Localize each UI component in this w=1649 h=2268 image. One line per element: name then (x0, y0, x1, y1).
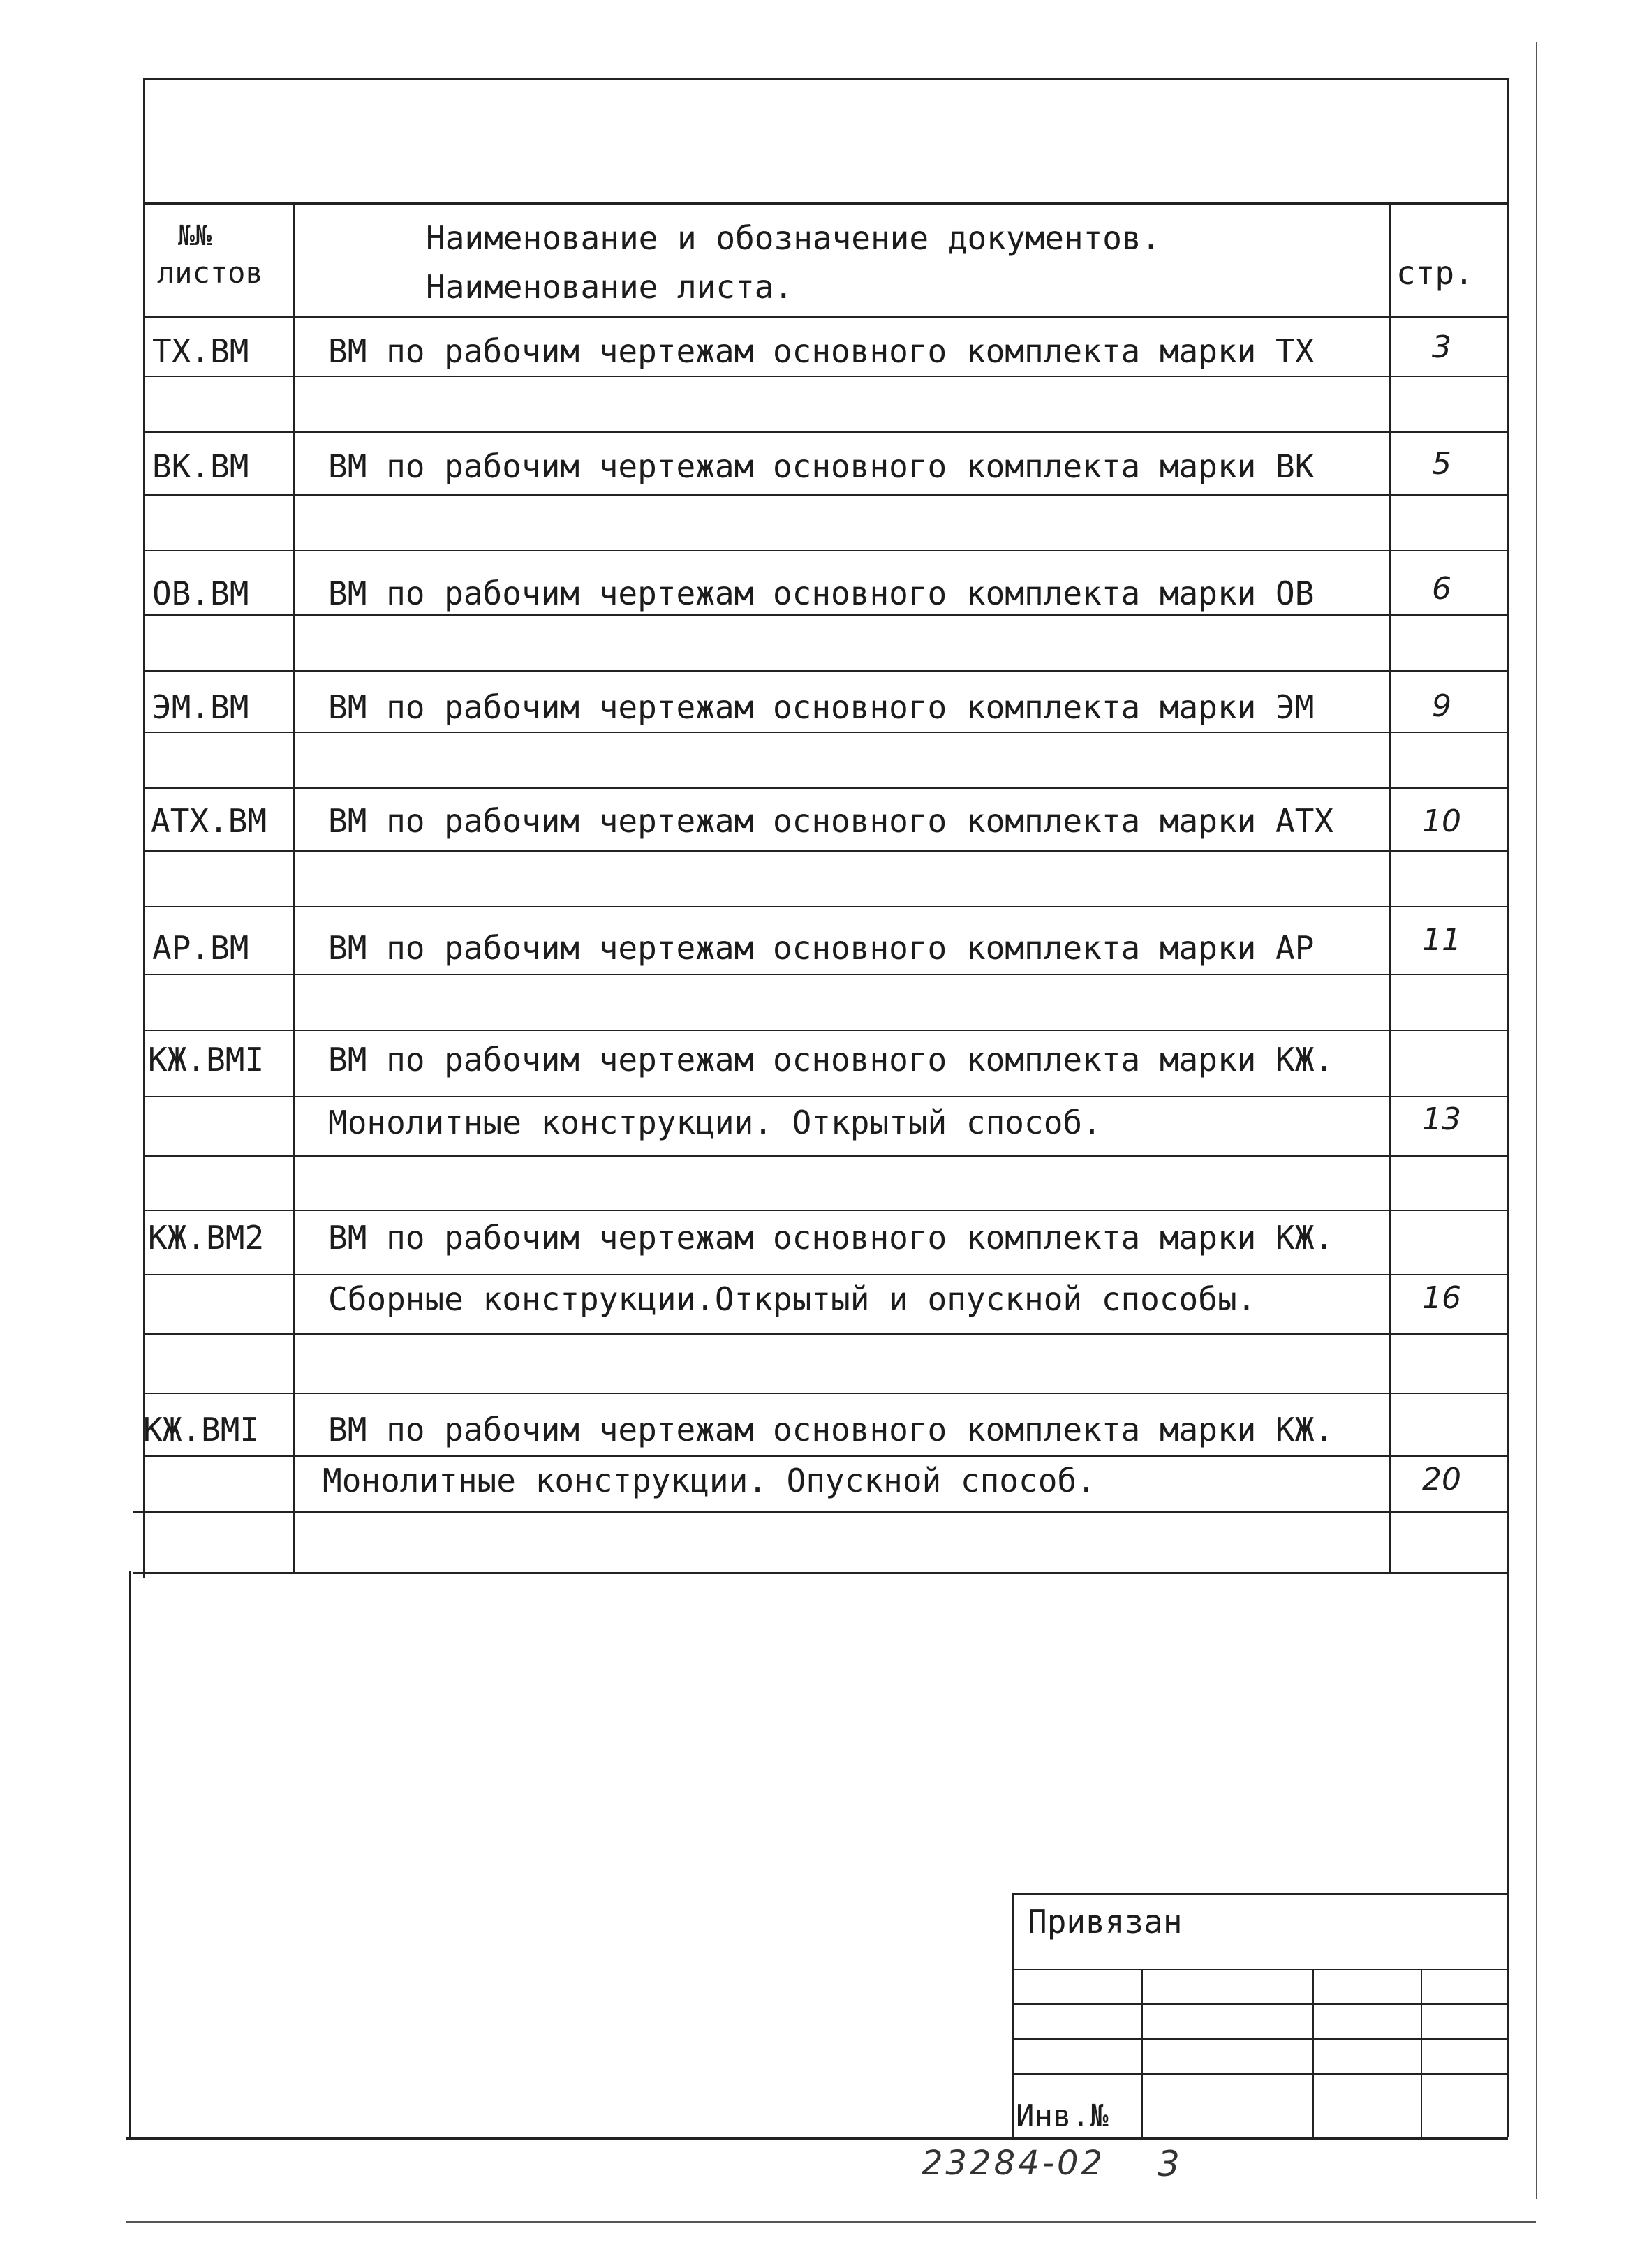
row-code: ОВ.ВМ (152, 575, 249, 612)
row-page: 3 (1432, 329, 1451, 365)
row-line (143, 494, 1508, 496)
row-code: КЖ.ВМI (143, 1411, 260, 1448)
row-line (143, 670, 1508, 672)
table-top-line (143, 202, 1508, 205)
frame-left-border-lower (129, 1571, 131, 2140)
header-name-line2: Наименование листа. (426, 268, 794, 306)
stamp-title: Привязан (1028, 1903, 1183, 1941)
row-line (143, 1096, 1508, 1097)
row-page: 13 (1422, 1102, 1461, 1137)
row-line (143, 974, 1508, 975)
row-line (143, 1333, 1508, 1335)
stamp-grid-line (1012, 2003, 1508, 2005)
row-line (143, 1274, 1508, 1275)
row-subtitle: Сборные конструкции.Открытый и опускной способы. (328, 1280, 1257, 1318)
row-code: ТХ.ВМ (152, 332, 249, 370)
table-col-divider-2 (1389, 202, 1391, 1574)
row-line (143, 1455, 1508, 1457)
row-title: ВМ по рабочим чертежам основного комплекта марки КЖ. (328, 1411, 1334, 1448)
header-page-label: стр. (1396, 254, 1474, 292)
sheet-number: 3 (1158, 2144, 1180, 2184)
frame-top-border (143, 78, 1509, 80)
row-page: 20 (1422, 1462, 1461, 1497)
row-line (143, 906, 1508, 907)
row-page: 11 (1422, 922, 1461, 958)
row-code: КЖ.ВМI (148, 1041, 265, 1079)
table-bottom-line (133, 1572, 1508, 1574)
stamp-top-line (1012, 1893, 1508, 1895)
row-title: ВМ по рабочим чертежам основного комплекта марки АТХ (328, 802, 1334, 840)
row-subtitle: Монолитные конструкции. Открытый способ. (328, 1104, 1102, 1141)
page-edge-line (1536, 42, 1537, 2199)
row-line (143, 550, 1508, 551)
row-title: ВМ по рабочим чертежам основного комплекта марки ЭМ (328, 688, 1315, 726)
stamp-grid-line (1012, 2038, 1508, 2040)
stamp-grid-line (1012, 1969, 1508, 1970)
row-line (143, 431, 1508, 433)
row-code: КЖ.ВМ2 (148, 1219, 265, 1257)
row-line (143, 1393, 1508, 1394)
stamp-grid-col (1141, 1969, 1143, 2137)
page-bottom-rule (126, 2221, 1536, 2223)
row-title: ВМ по рабочим чертежам основного комплекта марки КЖ. (328, 1219, 1334, 1257)
header-name-line1: Наименование и обозначение документов. (426, 219, 1161, 257)
row-title: ВМ по рабочим чертежам основного комплекта марки ТХ (328, 332, 1315, 370)
document-number: 23284-02 (922, 2144, 1106, 2183)
stamp-grid-col (1421, 1969, 1422, 2137)
row-page: 6 (1432, 571, 1451, 607)
header-sheets-number: №№ (178, 220, 212, 252)
row-title: ВМ по рабочим чертежам основного комплекта марки АР (328, 929, 1315, 967)
frame-right-border (1507, 78, 1509, 2137)
row-line (143, 787, 1508, 789)
stamp-grid-line (1012, 2073, 1508, 2075)
stamp-grid-col (1312, 1969, 1314, 2137)
inventory-number-label: Инв.№ (1016, 2098, 1109, 2134)
row-line (143, 1210, 1508, 1211)
row-line (143, 1030, 1508, 1031)
row-title: ВМ по рабочим чертежам основного комплекта марки КЖ. (328, 1041, 1334, 1079)
row-code: ВК.ВМ (152, 447, 249, 485)
row-line (143, 850, 1508, 852)
row-page: 5 (1432, 446, 1451, 482)
row-line (143, 376, 1508, 377)
row-line (143, 732, 1508, 733)
row-page: 9 (1432, 688, 1451, 724)
frame-left-border (143, 78, 145, 1578)
row-page: 10 (1422, 803, 1461, 839)
header-bottom-line (143, 316, 1508, 318)
header-sheets-label: листов (157, 255, 263, 290)
stamp-left-line (1012, 1893, 1014, 2137)
row-code: АР.ВМ (152, 929, 249, 967)
row-code: АТХ.ВМ (151, 802, 267, 840)
row-code: ЭМ.ВМ (152, 688, 249, 726)
row-title: ВМ по рабочим чертежам основного комплекта марки ВК (328, 447, 1315, 485)
row-subtitle: Монолитные конструкции. Опускной способ. (323, 1462, 1096, 1499)
row-title: ВМ по рабочим чертежам основного комплекта марки ОВ (328, 575, 1315, 612)
row-line (133, 1511, 1508, 1513)
row-page: 16 (1422, 1280, 1461, 1316)
row-line (143, 614, 1508, 616)
table-col-divider-1 (293, 202, 295, 1574)
frame-bottom-border (126, 2137, 1508, 2140)
row-line (143, 1155, 1508, 1157)
